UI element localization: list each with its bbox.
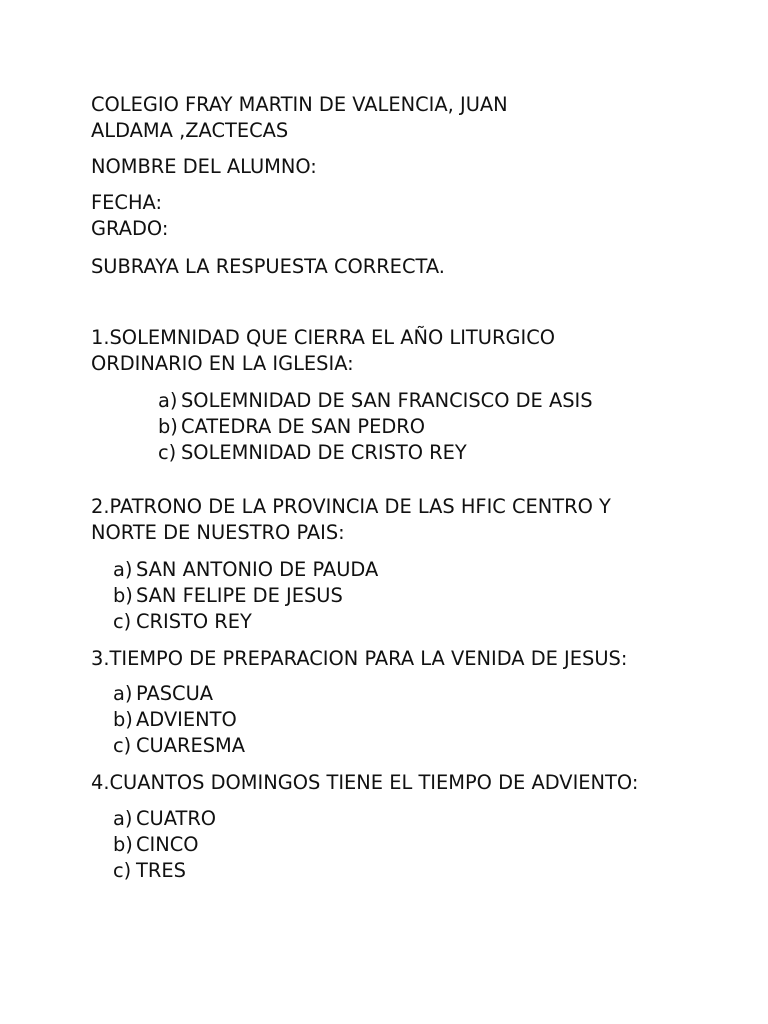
question-2-line2: NORTE DE NUESTRO PAIS: [91, 521, 345, 544]
question-1-option-c: c) SOLEMNIDAD DE CRISTO REY [158, 441, 467, 464]
question-2-option-b: b) SAN FELIPE DE JESUS [113, 584, 343, 607]
grade-label: GRADO: [91, 217, 169, 240]
date-label: FECHA: [91, 191, 162, 214]
question-4-option-c: c) TRES [113, 859, 186, 882]
question-1-line2: ORDINARIO EN LA IGLESIA: [91, 352, 354, 375]
student-name-label: NOMBRE DEL ALUMNO: [91, 155, 317, 178]
question-3-option-a: a) PASCUA [113, 682, 214, 705]
question-4-option-a: a) CUATRO [113, 807, 217, 830]
question-1-line1: 1.SOLEMNIDAD QUE CIERRA EL AÑO LITURGICO [91, 326, 555, 349]
question-2-line1: 2.PATRONO DE LA PROVINCIA DE LAS HFIC CENTRO Y [91, 495, 611, 518]
instruction: SUBRAYA LA RESPUESTA CORRECTA. [91, 255, 445, 278]
question-1-option-b: b) CATEDRA DE SAN PEDRO [158, 415, 426, 438]
question-1-option-a: a) SOLEMNIDAD DE SAN FRANCISCO DE ASIS [158, 389, 593, 412]
question-4-option-b: b) CINCO [113, 833, 199, 856]
school-name-line1: COLEGIO FRAY MARTIN DE VALENCIA, JUAN [91, 93, 508, 116]
question-2-option-a: a) SAN ANTONIO DE PAUDA [113, 558, 379, 581]
question-3-option-b: b) ADVIENTO [113, 708, 237, 731]
question-3-line1: 3.TIEMPO DE PREPARACION PARA LA VENIDA DE JESUS: [91, 647, 628, 670]
question-2-option-c: c) CRISTO REY [113, 610, 252, 633]
question-4-line1: 4.CUANTOS DOMINGOS TIENE EL TIEMPO DE ADVIENTO: [91, 771, 639, 794]
question-3-option-c: c) CUARESMA [113, 734, 246, 757]
school-name-line2: ALDAMA ,ZACTECAS [91, 119, 289, 142]
